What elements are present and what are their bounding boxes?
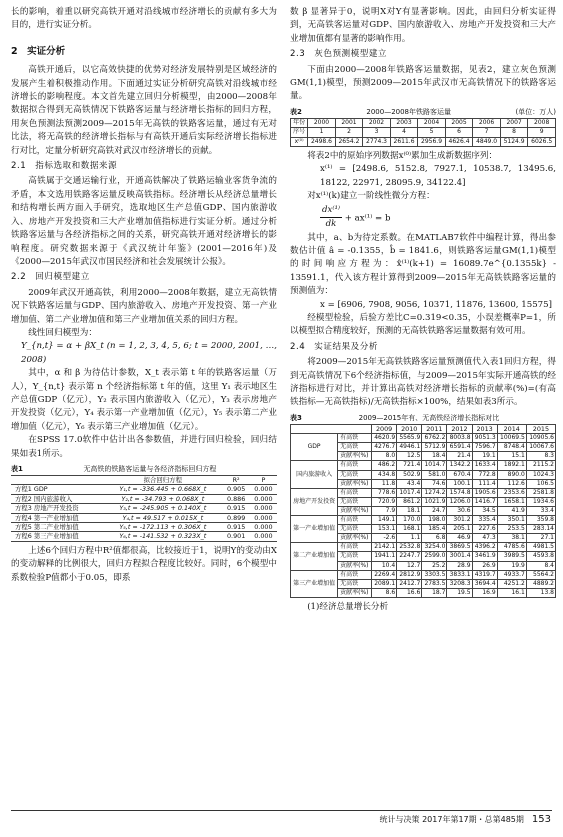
- table-cell: 方程1 GDP: [11, 485, 103, 494]
- year-header: 2015: [526, 424, 555, 433]
- table-row: [11, 532, 277, 541]
- table-cell: 2115.2: [526, 461, 555, 470]
- table-cell: 4889.2: [526, 579, 555, 588]
- table-cell: 100.1: [447, 479, 472, 488]
- table-cell: 2008: [528, 118, 556, 127]
- right-column: [290, 6, 556, 614]
- table-cell: 7: [473, 128, 501, 137]
- table-cell: 205.1: [447, 525, 472, 534]
- table-cell: 721.4: [397, 461, 422, 470]
- table-cell: 2532.8: [397, 543, 422, 552]
- table-cell: 1021.9: [422, 497, 447, 506]
- table-cell: 283.14: [526, 525, 555, 534]
- table-cell: 3254.0: [422, 543, 447, 552]
- table-cell: 106.5: [526, 479, 555, 488]
- table-cell: 5565.9: [397, 434, 422, 443]
- table-cell: 170.0: [397, 516, 422, 525]
- paragraph-end: (1)经济总量增长分析: [307, 601, 389, 612]
- table-cell: 12.7: [397, 561, 422, 570]
- intro-paragraph: 长的影响，着重以研究高铁开通对沿线城市经济增长的贡献有多大为目的，进行实证分析。: [11, 7, 277, 31]
- paragraph-top-right: 数 β 显著异于0，说明X对Y有显著影响。因此，由回归分析实证得到，无高铁客运量对GDP、国内旅游收入、房地产开发投资和三大产业增加值都有显著的影响作用。: [290, 7, 556, 44]
- table-cell: 772.8: [472, 470, 497, 479]
- table-cell: 2005: [445, 118, 473, 127]
- paragraph-2-3d: 其中，a、b为待定系数。在MATLAB7软件中编程计算，得出参数估计值 â = -0.1355，b̂ = 1841.6，则铁路客运量GM(1,1)模型的时间响应方程为：x̂⁽¹⁾(k+1) = 16089.7e^{0.1355k} - 13591.1，代入该方程计算得到2009—2015年无高铁铁路客运量的预测值为：: [290, 232, 556, 297]
- table-cell: 1017.4: [397, 488, 422, 497]
- subsection-heading-2-1: 2.1 指标选取和数据来源: [11, 161, 118, 172]
- table-cell: 1.1: [397, 534, 422, 543]
- table-cell: 111.4: [472, 479, 497, 488]
- table3-title: 2009—2015年有、无高铁经济增长指标对比: [358, 413, 500, 422]
- year-header: 2010: [397, 424, 422, 433]
- table-row: [11, 513, 277, 522]
- sub-label: 贡献率(%): [338, 506, 372, 515]
- subsection-heading-2-2: 2.2 回归模型建立: [11, 272, 90, 283]
- table-cell: 5564.2: [526, 570, 555, 579]
- table-cell: 46.9: [447, 534, 472, 543]
- table-cell: 4785.6: [497, 543, 526, 552]
- table-cell: 1024.3: [526, 470, 555, 479]
- table-cell: 10069.5: [497, 434, 526, 443]
- table-cell: 10.4: [372, 561, 397, 570]
- table-cell: 1: [308, 128, 336, 137]
- year-header: 2013: [472, 424, 497, 433]
- paragraph-2-3c: 对x⁽¹⁾(k)建立一阶线性微分方程：: [307, 191, 435, 202]
- row-label: x⁽⁰⁾: [291, 137, 308, 146]
- table-cell: 581.0: [422, 470, 447, 479]
- table-cell: 112.6: [497, 479, 526, 488]
- table-cell: 0.000: [250, 485, 277, 494]
- table2-number: 表2: [290, 107, 302, 116]
- table-cell: 198.0: [422, 516, 447, 525]
- table-cell: 1905.6: [472, 488, 497, 497]
- table-cell: 0.000: [250, 504, 277, 513]
- table-cell: 2247.7: [397, 552, 422, 561]
- table-cell: 3208.3: [447, 579, 472, 588]
- accumulated-sequence: x⁽¹⁾ = [2498.6, 5152.8, 7927.1, 10538.7, 13495.6, 18122, 22971, 28095.9, 34122.4]: [320, 164, 556, 188]
- sub-label: 有高铁: [338, 434, 372, 443]
- sub-label: 有高铁: [338, 461, 372, 470]
- paragraph-2-3: 下面由2000—2008年铁路客运量数据，见表2，建立灰色预测GM(1,1)模型，预测2009—2015年武汉市无高铁情况下的铁路客运量。: [290, 64, 556, 102]
- table-cell: 4933.7: [497, 570, 526, 579]
- table-cell: 10067.6: [526, 443, 555, 452]
- table-cell: 3: [363, 128, 391, 137]
- table-cell: 2412.7: [397, 579, 422, 588]
- table-cell: 2783.5: [422, 579, 447, 588]
- table-cell: 4251.2: [497, 579, 526, 588]
- table-row: [291, 128, 556, 137]
- table-cell: 1934.6: [526, 497, 555, 506]
- table-row: [11, 504, 277, 513]
- table-cell: 2599.0: [422, 552, 447, 561]
- table-cell: 168.1: [397, 525, 422, 534]
- table-cell: 2611.6: [390, 137, 418, 146]
- table-cell: 方程4 第一产业增加值: [11, 513, 103, 522]
- table-cell: Y₃,t = -245.905 + 0.140X_t: [103, 504, 222, 513]
- sub-label: 无高铁: [338, 470, 372, 479]
- table-cell: 30.6: [447, 506, 472, 515]
- paragraph-2-3b: 将表2中的原始序列数据x⁽⁰⁾累加生成新数据序列：: [307, 151, 498, 162]
- table-cell: 0.901: [223, 532, 250, 541]
- group-label: 国内旅游收入: [291, 461, 338, 488]
- table-cell: 41.9: [497, 506, 526, 515]
- table-cell: 2142.1: [372, 543, 397, 552]
- regression-formula: Y_{n,t} = α + βX_t (n = 1, 2, 3, 4, 5, 6; t = 2000, 2001, …, 2008): [21, 341, 277, 365]
- table-cell: 2004: [418, 118, 446, 127]
- table-cell: 19.1: [472, 452, 497, 461]
- table3-caption: [290, 413, 556, 423]
- group-label: GDP: [291, 434, 338, 461]
- table-row: [291, 118, 556, 127]
- table-cell: 1342.2: [447, 461, 472, 470]
- table3-body: [291, 434, 556, 598]
- table-cell: 5712.9: [422, 443, 447, 452]
- table-cell: 4626.4: [445, 137, 473, 146]
- sub-label: 无高铁: [338, 443, 372, 452]
- table-cell: 1574.8: [447, 488, 472, 497]
- table-row: [11, 485, 277, 494]
- table-cell: 1014.7: [422, 461, 447, 470]
- table-cell: 359.8: [526, 516, 555, 525]
- paragraph-2-2c: 其中，α 和 β 为待估计参数，X_t 表示第 t 年的铁路客运量（万人），Y_{n,t} 表示第 n 个经济指标第 t 年的值，这里 Y₁ 表示地区生产总值GDP（亿元），Y₂ 表示国内旅游收入（亿元），Y₃ 表示房地产开发投资（亿元），Y₄ 表示第一产业增加值（亿元），Y₅ 表示第二产业增加值（亿元），Y₆ 表示第三产业增加值（亿元）。: [11, 368, 277, 432]
- table-cell: 434.8: [372, 470, 397, 479]
- table-cell: 502.9: [397, 470, 422, 479]
- table-cell: 3989.5: [497, 552, 526, 561]
- table-cell: 890.0: [497, 470, 526, 479]
- table-cell: 2269.4: [372, 570, 397, 579]
- prediction-values: x = [6906, 7908, 9056, 10371, 11876, 13600, 15575]: [320, 299, 552, 310]
- table-cell: 153.1: [372, 525, 397, 534]
- group-label: 第二产业增加值: [291, 543, 338, 570]
- table-cell: 4319.7: [472, 570, 497, 579]
- sub-label: 无高铁: [338, 552, 372, 561]
- table-cell: 38.1: [497, 534, 526, 543]
- table-cell: 27.1: [526, 534, 555, 543]
- section-paragraph: 高铁开通后，以它高效快捷的优势对经济发展特别是区域经济的发展产生着积极推动作用。下面通过实证分析研究高铁对沿线城市经济增长的影响程度。本文首先建立回归分析模型，由2000—2008年数据拟合得到无高铁情况下铁路客运量与经济增长指标的回归方程，用灰色预测法预测2009—2015年无高铁的铁路客运量，通过有无对比法，将无高铁的经济增长指标与有高铁开通后实际经济增长指标进行对比，定量分析研究高铁对武汉市经济增长的贡献。: [11, 65, 277, 156]
- table-row: [291, 461, 556, 470]
- table-cell: 16.6: [397, 588, 422, 597]
- table-cell: 0.000: [250, 513, 277, 522]
- table-cell: 670.4: [447, 470, 472, 479]
- table3-header-row: [291, 424, 556, 433]
- paragraph-2-2: 2009年武汉开通高铁，利用2000—2008年数据，建立无高铁情况下铁路客运量与GDP、国内旅游收入、房地产开发投资、第一产业增加值、第二产业增加值和第三产业增加值关系的回归方程。: [11, 287, 277, 325]
- table-cell: 1941.1: [372, 552, 397, 561]
- table-cell: 6026.5: [528, 137, 556, 146]
- table-cell: 4593.8: [526, 552, 555, 561]
- sub-label: 无高铁: [338, 497, 372, 506]
- table-cell: 方程5 第二产业增加值: [11, 523, 103, 532]
- derivative-denominator: dk: [325, 219, 337, 230]
- table-cell: 4: [390, 128, 418, 137]
- table-row: [291, 434, 556, 443]
- table-cell: 350.1: [497, 516, 526, 525]
- table1-header: P: [250, 476, 277, 485]
- table-cell: 0.000: [250, 494, 277, 503]
- table-cell: 方程6 第三产业增加值: [11, 532, 103, 541]
- table-row: [291, 570, 556, 579]
- table-cell: 2006: [473, 118, 501, 127]
- table-cell: 3833.1: [447, 570, 472, 579]
- table-cell: 43.4: [397, 479, 422, 488]
- table-cell: 0.899: [223, 513, 250, 522]
- table-cell: 1658.1: [497, 497, 526, 506]
- table-cell: 2003: [390, 118, 418, 127]
- table-cell: 2007: [500, 118, 528, 127]
- table-cell: 2581.8: [526, 488, 555, 497]
- table-cell: 2000: [308, 118, 336, 127]
- table1-header: R²: [223, 476, 250, 485]
- table-cell: 8.4: [526, 561, 555, 570]
- equation-rest: + ax⁽¹⁾ = b: [344, 213, 391, 224]
- table-cell: 1274.2: [422, 488, 447, 497]
- table-cell: 16.9: [472, 588, 497, 597]
- sub-label: 无高铁: [338, 579, 372, 588]
- table-cell: 1416.7: [472, 497, 497, 506]
- table-row: [291, 516, 556, 525]
- table1-caption: [11, 464, 277, 474]
- table2-title: 2000—2008年铁路客运量: [366, 107, 452, 116]
- left-column: [11, 6, 277, 585]
- table-cell: 47.3: [472, 534, 497, 543]
- table-cell: 5: [418, 128, 446, 137]
- table2-unit: (单位：万人): [515, 107, 556, 116]
- table-cell: Y₅,t = -172.113 + 0.306X_t: [103, 523, 222, 532]
- sub-label: 贡献率(%): [338, 479, 372, 488]
- row-label: 序号: [291, 128, 308, 137]
- table-cell: 227.6: [472, 525, 497, 534]
- table-cell: 6762.2: [422, 434, 447, 443]
- table-cell: Y₄,t = 49.517 + 0.015X_t: [103, 513, 222, 522]
- table-cell: 301.2: [447, 516, 472, 525]
- page-number: 153: [531, 814, 551, 825]
- table-cell: 33.4: [526, 506, 555, 515]
- table-header: [291, 424, 372, 433]
- table-cell: 486.2: [372, 461, 397, 470]
- table-cell: 8.3: [526, 452, 555, 461]
- table-cell: 方程3 房地产开发投资: [11, 504, 103, 513]
- table-cell: 2001: [335, 118, 363, 127]
- table-cell: 6: [445, 128, 473, 137]
- group-label: 第一产业增加值: [291, 516, 338, 543]
- table-cell: 16.1: [497, 588, 526, 597]
- table2-body: [291, 118, 556, 146]
- sub-label: 有高铁: [338, 543, 372, 552]
- table-cell: 335.4: [472, 516, 497, 525]
- sub-label: 有高铁: [338, 516, 372, 525]
- table-cell: 11.8: [372, 479, 397, 488]
- table-cell: Y₂,t = -34.793 + 0.068X_t: [103, 494, 222, 503]
- paragraph-2-2d: 在SPSS 17.0软件中估计出各参数值，并进行回归检验，回归结果如表1所示。: [11, 435, 277, 459]
- table-cell: 3694.4: [472, 579, 497, 588]
- table-cell: 720.9: [372, 497, 397, 506]
- table-cell: 4849.0: [473, 137, 501, 146]
- paragraph-after-table1: 上述6个回归方程中R²值都很高，比较接近于1，说明Y的变动由X的变动解释的比例很大，回归方程拟合程度比较好。同时，6个模型中系数检验P值都小于0.05，即系: [11, 545, 277, 583]
- table-row: [11, 523, 277, 532]
- table-cell: 19.9: [497, 561, 526, 570]
- table-cell: 0.886: [223, 494, 250, 503]
- table-cell: 3869.5: [447, 543, 472, 552]
- table1-number: 表1: [11, 465, 23, 473]
- table-cell: 4396.2: [472, 543, 497, 552]
- paragraph-2-2b: 线性回归模型为：: [28, 327, 97, 338]
- table-cell: 9: [528, 128, 556, 137]
- table-cell: 12.5: [397, 452, 422, 461]
- table-cell: Y₆,t = -141.532 + 0.323X_t: [103, 532, 222, 541]
- sub-label: 贡献率(%): [338, 452, 372, 461]
- sub-label: 贡献率(%): [338, 588, 372, 597]
- table1-header: 拟合回归方程: [103, 476, 222, 485]
- table1: [11, 475, 277, 542]
- sub-label: 贡献率(%): [338, 534, 372, 543]
- sub-label: 有高铁: [338, 570, 372, 579]
- table-cell: 4620.9: [372, 434, 397, 443]
- table-cell: 24.7: [422, 506, 447, 515]
- table1-body: [11, 485, 277, 541]
- table-cell: 2089.1: [372, 579, 397, 588]
- differential-equation: [290, 204, 556, 232]
- table-cell: 8003.8: [447, 434, 472, 443]
- year-header: 2011: [422, 424, 447, 433]
- table-cell: 778.6: [372, 488, 397, 497]
- table-cell: 4981.5: [526, 543, 555, 552]
- section-heading: 2 实证分析: [11, 45, 66, 57]
- paragraph-2-3e: 经模型检验，后验方差比C=0.319<0.35，小误差概率P=1，所以模型拟合精度较好，预测的无高铁铁路客运量数据有效可用。: [290, 312, 556, 337]
- journal-name: 统计与决策 2017年第17期・总第485期: [379, 815, 524, 824]
- subsection-heading-2-4: 2.4 实证结果及分析: [290, 341, 378, 352]
- table-cell: 19.5: [447, 588, 472, 597]
- table1-title: 无高铁的铁路客运量与各经济指标回归方程: [83, 465, 217, 473]
- subsection-heading-2-3: 2.3 灰色预测模型建立: [290, 49, 388, 60]
- table-cell: 74.6: [422, 479, 447, 488]
- table-cell: 4946.1: [397, 443, 422, 452]
- table-cell: 28.9: [447, 561, 472, 570]
- table-cell: 15.1: [497, 452, 526, 461]
- table-cell: 185.4: [422, 525, 447, 534]
- year-header: 2009: [372, 424, 397, 433]
- table2-caption: [290, 107, 556, 117]
- table-cell: 26.9: [472, 561, 497, 570]
- table-cell: 8: [500, 128, 528, 137]
- table-cell: 9051.3: [472, 434, 497, 443]
- table-cell: 6591.4: [447, 443, 472, 452]
- table1-header: [11, 476, 103, 485]
- table-cell: 18.4: [422, 452, 447, 461]
- table-cell: 3001.4: [447, 552, 472, 561]
- table-cell: 5124.9: [500, 137, 528, 146]
- group-label: 第三产业增加值: [291, 570, 338, 597]
- table-cell: 149.1: [372, 516, 397, 525]
- sub-label: 贡献率(%): [338, 561, 372, 570]
- table3: [290, 424, 556, 598]
- table-row: [11, 494, 277, 503]
- sub-label: 有高铁: [338, 488, 372, 497]
- table-cell: 2956.9: [418, 137, 446, 146]
- table-cell: 7.9: [372, 506, 397, 515]
- table-cell: 18.7: [422, 588, 447, 597]
- table-cell: 2654.2: [335, 137, 363, 146]
- table-cell: 6.8: [422, 534, 447, 543]
- footer-rule: [11, 810, 552, 811]
- table-cell: -2.6: [372, 534, 397, 543]
- table-cell: 4276.7: [372, 443, 397, 452]
- table-cell: 0.915: [223, 523, 250, 532]
- table2: [290, 118, 556, 147]
- table-cell: 18.1: [397, 506, 422, 515]
- table-cell: 253.5: [497, 525, 526, 534]
- table-cell: 8.6: [372, 588, 397, 597]
- table-cell: 7596.7: [472, 443, 497, 452]
- table-cell: 2002: [363, 118, 391, 127]
- table-cell: 34.5: [472, 506, 497, 515]
- table-cell: 2: [335, 128, 363, 137]
- table-cell: 861.2: [397, 497, 422, 506]
- derivative-fraction: [320, 204, 342, 232]
- table-row: [291, 137, 556, 146]
- table-cell: 0.905: [223, 485, 250, 494]
- table-cell: 25.2: [422, 561, 447, 570]
- table-cell: 3303.5: [422, 570, 447, 579]
- derivative-numerator: dx⁽¹⁾: [320, 204, 342, 218]
- table-cell: 2498.6: [308, 137, 336, 146]
- table-cell: 0.000: [250, 532, 277, 541]
- sub-label: 无高铁: [338, 525, 372, 534]
- table-row: [291, 488, 556, 497]
- table-cell: 8748.4: [497, 443, 526, 452]
- table-cell: 13.8: [526, 588, 555, 597]
- footer-text: [380, 814, 551, 825]
- year-header: 2012: [447, 424, 472, 433]
- paragraph-2-1: 高铁属于交通运输行业，开通高铁解决了铁路运输业客货争流的矛盾，本文选用铁路客运量反映高铁指标。经济增长从经济总量增长和结构增长两方面入手研究，选取地区生产总值GDP、国内旅游收入、房地产开发投资和三大产业增加值指标进行实证分析。通过分析铁路客运量与各经济指标之间的关系，研究高铁开通对经济增长的影响程度。研究数据来源于《武汉统计年鉴》(2001—2016年)及《2000—2015年武汉市国民经济和社会发展统计公报》。: [11, 176, 277, 267]
- table-cell: 10905.6: [526, 434, 555, 443]
- table-cell: Y₁,t = -336.445 + 0.668X_t: [103, 485, 222, 494]
- table-cell: 2812.9: [397, 570, 422, 579]
- row-label: 年份: [291, 118, 308, 127]
- table-cell: 8.0: [372, 452, 397, 461]
- table-cell: 1206.0: [447, 497, 472, 506]
- table-cell: 1892.1: [497, 461, 526, 470]
- table-cell: 2353.6: [497, 488, 526, 497]
- table-cell: 方程2 国内旅游收入: [11, 494, 103, 503]
- paragraph-2-4: 将2009—2015年无高铁铁路客运量预测值代入表1回归方程，得到无高铁情况下6个经济指标值，与2009—2015年实际开通高铁的经济指标进行对比，并计算出高铁对经济增长指标的贡献率(%)=(有高铁指标—无高铁指标)/无高铁指标×100%，结果如表3所示。: [290, 357, 556, 408]
- table-cell: 1633.4: [472, 461, 497, 470]
- table-cell: 0.915: [223, 504, 250, 513]
- table3-number: 表3: [290, 413, 302, 422]
- table-cell: 0.000: [250, 523, 277, 532]
- table-cell: 21.4: [447, 452, 472, 461]
- table-row: [291, 543, 556, 552]
- table-cell: 3461.9: [472, 552, 497, 561]
- year-header: 2014: [497, 424, 526, 433]
- table-cell: 2774.3: [363, 137, 391, 146]
- group-label: 房地产开发投资: [291, 488, 338, 515]
